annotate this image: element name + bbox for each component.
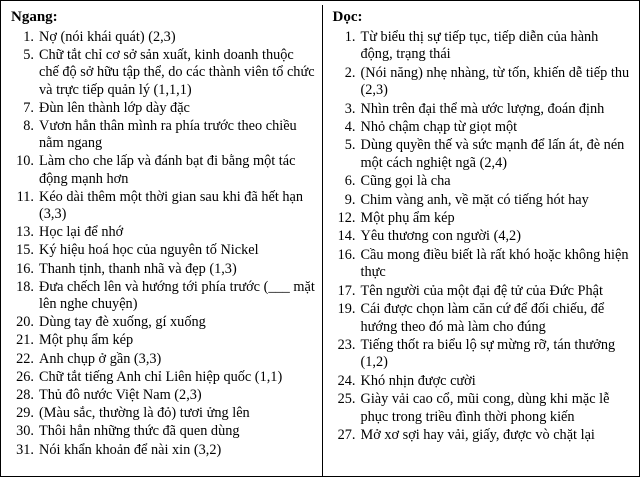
clue-text: Một phụ ẩm kép xyxy=(39,332,134,349)
clue-text: Tên người của một đại đệ tử của Đức Phật xyxy=(360,282,603,299)
clue-text: Đùn lên thành lớp dày đặc xyxy=(39,99,190,116)
clue-number: 13. xyxy=(16,224,34,241)
list-item xyxy=(331,210,634,227)
list-item xyxy=(9,423,316,440)
list-item xyxy=(9,224,316,241)
list-item xyxy=(331,427,634,444)
clue-text: Làm cho che lấp và đánh bạt đi bằng một tác động mạnh hơn xyxy=(39,153,296,187)
clue-text: Nợ (nói khái quát) (2,3) xyxy=(39,29,176,45)
clue-number: 9. xyxy=(344,191,356,208)
list-item xyxy=(9,387,316,404)
clue-number: 22. xyxy=(16,350,34,367)
clue-number: 7. xyxy=(23,99,34,116)
list-item xyxy=(331,228,634,245)
clue-number: 12. xyxy=(337,210,356,227)
across-clues-column xyxy=(1,5,323,476)
clue-number: 3. xyxy=(344,100,356,117)
clue-number: 27. xyxy=(337,426,356,443)
clue-number: 4. xyxy=(344,119,356,136)
clue-text: Thôi hẳn những thức đã quen dùng xyxy=(39,423,240,440)
down-clues-column xyxy=(323,5,640,476)
clue-number: 2. xyxy=(344,64,356,81)
list-item xyxy=(331,29,634,64)
clue-number: 1. xyxy=(344,29,356,45)
list-item xyxy=(331,391,634,426)
across-clue-list xyxy=(9,29,316,459)
clue-number: 14. xyxy=(337,228,356,245)
clue-number: 29. xyxy=(16,405,34,422)
down-clue-list xyxy=(331,29,634,444)
clue-number: 21. xyxy=(16,332,34,349)
list-item xyxy=(331,247,634,282)
clue-text: Chim vàng anh, về mặt có tiếng hót hay xyxy=(360,191,589,208)
clue-text: Cái được chọn làm căn cứ để đối chiếu, để hướng theo đó mà làm cho đúng xyxy=(360,301,605,335)
list-item xyxy=(9,279,316,313)
clue-text: Cũng gọi là cha xyxy=(360,173,451,190)
clue-text: Mở xơ sợi hay vải, giấy, được vò chặt lại xyxy=(360,426,595,443)
clue-text: Học lại để nhớ xyxy=(39,224,124,241)
clue-text: Kéo dài thêm một thời gian sau khi đã hết hạn (3,3) xyxy=(39,188,304,223)
clue-text: Chữ tắt chỉ cơ sở sản xuất, kinh doanh thuộc chế độ sở hữu tập thể, do các thành viên tổ chức và trực tiếp quản lý (1,1,1) xyxy=(39,47,315,98)
list-item xyxy=(331,301,634,336)
down-heading: Dọc: xyxy=(332,9,363,25)
clue-text: Nói khẩn khoản để nài xin (3,2) xyxy=(39,441,222,458)
clue-text: Vươn hẳn thân mình ra phía trước theo chiều nằm ngang xyxy=(39,118,297,152)
list-item xyxy=(9,369,316,386)
clue-number: 31. xyxy=(16,441,34,458)
list-item xyxy=(9,189,316,223)
clue-text: Ký hiệu hoá học của nguyên tố Nickel xyxy=(39,242,259,259)
clue-text: (Nói năng) nhẹ nhàng, từ tốn, khiến dễ tiếp thu (2,3) xyxy=(360,64,630,99)
list-item xyxy=(331,283,634,300)
clue-number: 16. xyxy=(16,260,34,277)
clue-text: Anh chụp ở gần (3,3) xyxy=(39,350,162,367)
clue-text: Chữ tắt tiếng Anh chỉ Liên hiệp quốc (1,1) xyxy=(39,368,283,385)
clue-number: 18. xyxy=(16,278,34,295)
list-item xyxy=(9,261,316,278)
clue-number: 20. xyxy=(16,314,34,331)
clue-text: Một phụ ẩm kép xyxy=(360,210,455,227)
list-item xyxy=(9,405,316,422)
clue-number: 6. xyxy=(344,173,356,190)
list-item xyxy=(331,192,634,209)
clue-text: Nhìn trên đại thể mà ước lượng, đoán định xyxy=(360,100,605,117)
clue-text: Dùng tay đè xuống, gí xuống xyxy=(39,314,206,331)
clue-number: 1. xyxy=(23,29,34,45)
clue-number: 5. xyxy=(23,47,34,64)
list-item xyxy=(9,351,316,368)
clue-number: 16. xyxy=(337,246,356,263)
clue-text: Thủ đô nước Việt Nam (2,3) xyxy=(39,387,202,404)
clue-number: 10. xyxy=(16,153,34,170)
list-item xyxy=(331,373,634,390)
list-item xyxy=(9,47,316,99)
clue-text: Khó nhịn được cười xyxy=(360,372,476,389)
clue-text: Yêu thương con người (4,2) xyxy=(360,228,521,245)
clue-number: 24. xyxy=(337,372,356,389)
clue-number: 17. xyxy=(337,282,356,299)
list-item xyxy=(9,118,316,152)
list-item xyxy=(331,65,634,100)
list-item xyxy=(9,242,316,259)
clue-text: Cầu mong điều biết là rất khó hoặc không hiện thực xyxy=(360,246,629,281)
clue-text: Từ biểu thị sự tiếp tục, tiếp diễn của hành động, trạng thái xyxy=(360,29,599,63)
clue-text: Giày vải cao cổ, mũi cong, dùng khi mặc lễ phục trong triều đình thời phong kiến xyxy=(360,391,610,425)
clue-text: Đưa chếch lên và hướng tới phía trước (___ mặt lên nghe chuyện) xyxy=(39,278,315,313)
list-item xyxy=(9,314,316,331)
clue-number: 19. xyxy=(337,301,356,318)
list-item xyxy=(331,137,634,172)
list-item xyxy=(331,119,634,136)
list-item xyxy=(9,332,316,349)
clue-text: Thanh tịnh, thanh nhã và đẹp (1,3) xyxy=(39,260,237,277)
list-item xyxy=(331,337,634,372)
clue-number: 8. xyxy=(23,118,34,135)
across-heading: Ngang: xyxy=(11,9,58,25)
clue-number: 11. xyxy=(16,188,34,205)
clue-number: 15. xyxy=(16,242,34,259)
clue-text: (Màu sắc, thường là đỏ) tươi ửng lên xyxy=(39,405,250,422)
clue-text: Tiếng thốt ra biểu lộ sự mừng rỡ, tán thưởng (1,2) xyxy=(360,336,616,371)
clue-number: 25. xyxy=(337,391,356,408)
clue-number: 26. xyxy=(16,368,34,385)
list-item xyxy=(9,29,316,46)
clue-number: 30. xyxy=(16,423,34,440)
list-item xyxy=(9,442,316,459)
list-item xyxy=(9,100,316,117)
list-item xyxy=(331,173,634,190)
clue-text: Dùng quyền thế và sức mạnh để lấn át, đè nén một cách nghiệt ngã (2,4) xyxy=(360,137,625,171)
clue-text: Nhỏ chậm chạp từ giọt một xyxy=(360,119,518,136)
clue-number: 28. xyxy=(16,387,34,404)
list-item xyxy=(331,101,634,118)
list-item xyxy=(9,153,316,187)
clue-number: 23. xyxy=(337,336,356,353)
clue-number: 5. xyxy=(344,137,356,154)
